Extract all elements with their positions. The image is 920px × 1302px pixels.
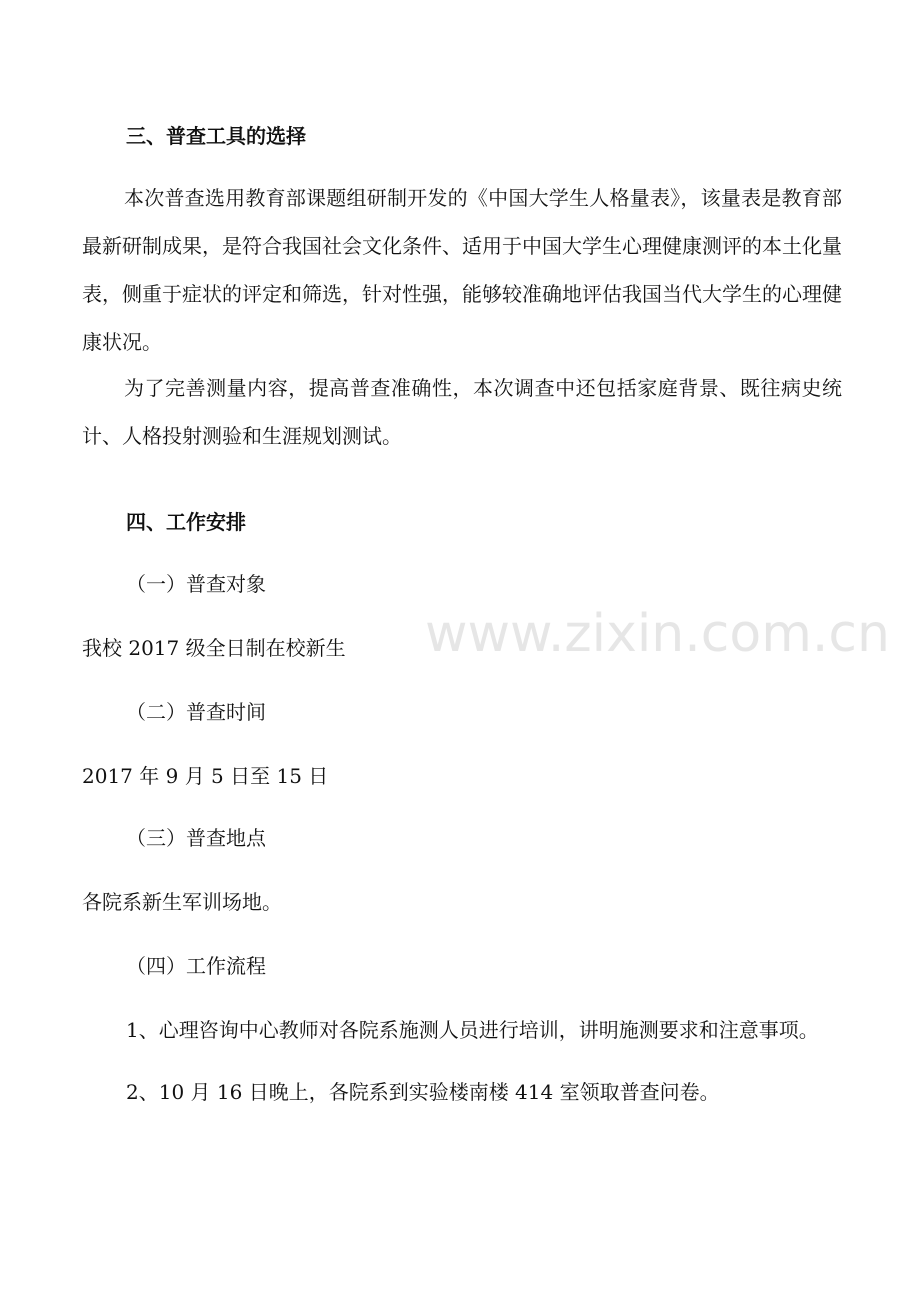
section-3-heading: 三、普查工具的选择 bbox=[126, 124, 306, 148]
subheading-survey-time: （二）普查时间 bbox=[126, 700, 266, 724]
workflow-step-2: 2、10 月 16 日晚上，各院系到实验楼南楼 414 室领取普查问卷。 bbox=[126, 1080, 720, 1104]
survey-location-text: 各院系新生军训场地。 bbox=[82, 890, 282, 914]
survey-target-text: 我校 2017 级全日制在校新生 bbox=[82, 636, 346, 660]
section-3-paragraph-2: 为了完善测量内容，提高普查准确性，本次调查中还包括家庭背景、既往病史统计、人格投射测验和生涯规划测试。 bbox=[82, 376, 842, 448]
watermark: www.zixin.com.cn bbox=[425, 604, 890, 664]
section-3-paragraph-1: 本次普查选用教育部课题组研制开发的《中国大学生人格量表》，该量表是教育部最新研制成果，是符合我国社会文化条件、适用于中国大学生心理健康测评的本土化量表，侧重于症状的评定和筛选，针对性强，能够较准确地评估我国当代大学生的心理健康状况。 bbox=[82, 186, 842, 354]
subheading-workflow: （四）工作流程 bbox=[126, 954, 266, 978]
workflow-step-1: 1、心理咨询中心教师对各院系施测人员进行培训，讲明施测要求和注意事项。 bbox=[126, 1018, 819, 1042]
section-4-heading: 四、工作安排 bbox=[126, 510, 246, 534]
subheading-survey-location: （三）普查地点 bbox=[126, 826, 266, 850]
subheading-survey-target: （一）普查对象 bbox=[126, 572, 266, 596]
survey-time-text: 2017 年 9 月 5 日至 15 日 bbox=[82, 764, 329, 788]
